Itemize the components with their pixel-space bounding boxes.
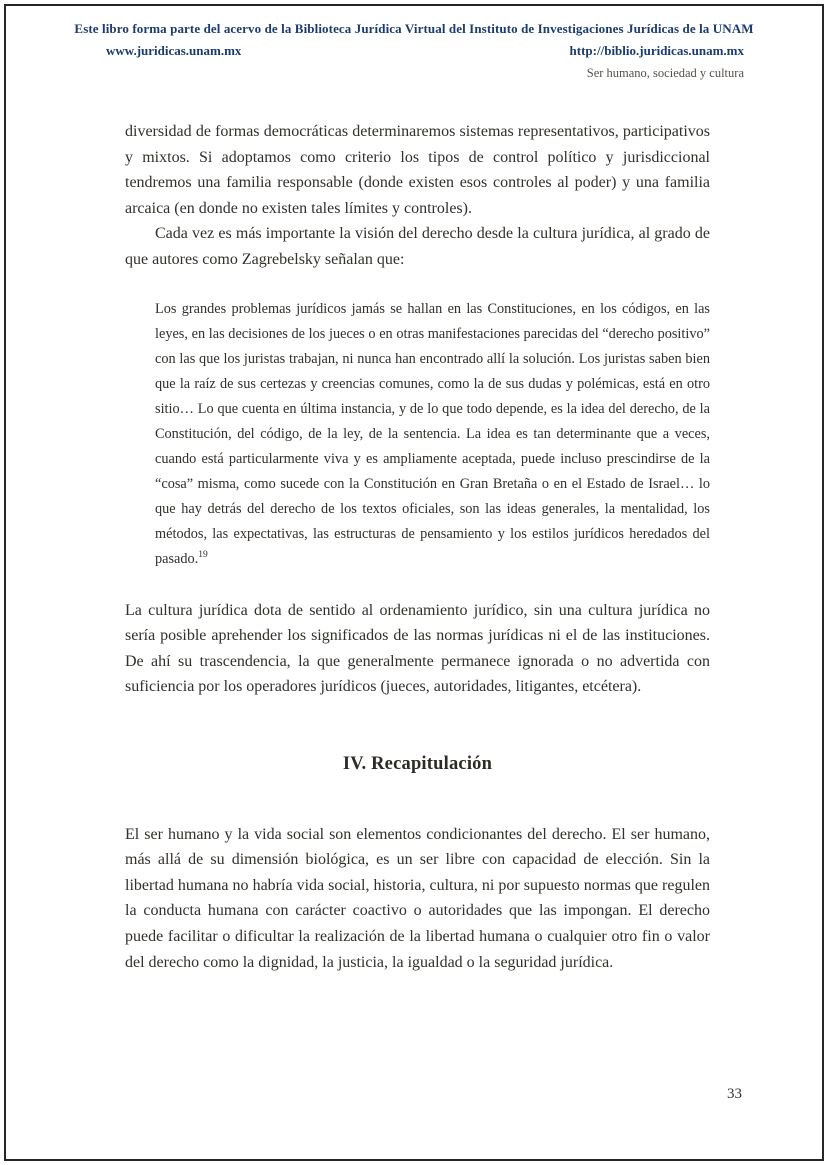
paragraph-3: La cultura jurídica dota de sentido al ordenamiento jurídico, sin una cultura jurídica no sería posible aprehender los significados de las normas jurídicas ni el de las instituciones. De ahí su trascendencia, la que generalmente permanece ignorada o no advertida con suficiencia por los operadores jurídicos (jueces, autoridades, litigantes, etcétera). bbox=[125, 601, 710, 696]
page-content bbox=[125, 119, 710, 975]
paragraph-1: diversidad de formas democráticas determinaremos sistemas representativos, participativos y mixtos. Si adoptamos como criterio los tipos de control político y jurisdiccional tendremos una familia responsable (donde existen esos controles al poder) y una familia arcaica (en donde no existen tales límites y controles). bbox=[125, 123, 710, 217]
page-header bbox=[0, 0, 828, 81]
header-links-row bbox=[0, 37, 828, 59]
quote-text: Los grandes problemas jurídicos jamás se hallan en las Constituciones, en los códigos, en las leyes, en las decisiones de los jueces o en otras manifestaciones parecidas del “derecho positivo” con las que los juristas trabajan, ni nunca han encontrado allí la solución. Los juristas saben bien que la raíz de sus certezas y creencias comunes, como la de sus dudas y polémicas, está en otro sitio… Lo que cuenta en última instancia, y de lo que todo depende, es la idea del derecho, de la Constitución, del código, de la ley, de la sentencia. La idea es tan determinante que a veces, cuando está particularmente viva y es ampliamente aceptada, puede incluso prescindirse de la “cosa” misma, como sucede con la Constitución en Gran Bretaña o en el Estado de Israel… lo que hay detrás del derecho de los textos oficiales, son las ideas generales, la mentalidad, los métodos, las expectativas, las estructuras de pensamiento y los estilos jurídicos heredados del pasado. bbox=[155, 300, 710, 567]
block-quote bbox=[155, 297, 710, 572]
header-notice: Este libro forma parte del acervo de la Biblioteca Jurídica Virtual del Instituto de Investigaciones Jurídicas de la UNAM bbox=[74, 21, 754, 36]
footnote-ref[interactable]: 19 bbox=[198, 549, 208, 560]
running-title: Ser humano, sociedad y cultura bbox=[586, 66, 744, 80]
paragraph-2: Cada vez es más importante la visión del derecho desde la cultura jurídica, al grado de que autores como Zagrebelsky señalan que: bbox=[125, 225, 710, 268]
header-url-right[interactable]: http://biblio.juridicas.unam.mx bbox=[569, 43, 744, 58]
header-url-left[interactable]: www.juridicas.unam.mx bbox=[106, 43, 242, 58]
section-heading: IV. Recapitulación bbox=[342, 753, 493, 774]
paragraph-4: El ser humano y la vida social son elementos condicionantes del derecho. El ser humano, más allá de su dimensión biológica, es un ser libre con capacidad de elección. Sin la libertad humana no habría vida social, historia, cultura, ni por supuesto normas que regulen la conducta humana con carácter coactivo o autoridades que las impongan. El derecho puede facilitar o dificultar la realización de la libertad humana o cualquier otro fin o valor del derecho como la dignidad, la justicia, la igualdad o la seguridad jurídica. bbox=[125, 825, 710, 971]
page-number: 33 bbox=[727, 1086, 742, 1102]
